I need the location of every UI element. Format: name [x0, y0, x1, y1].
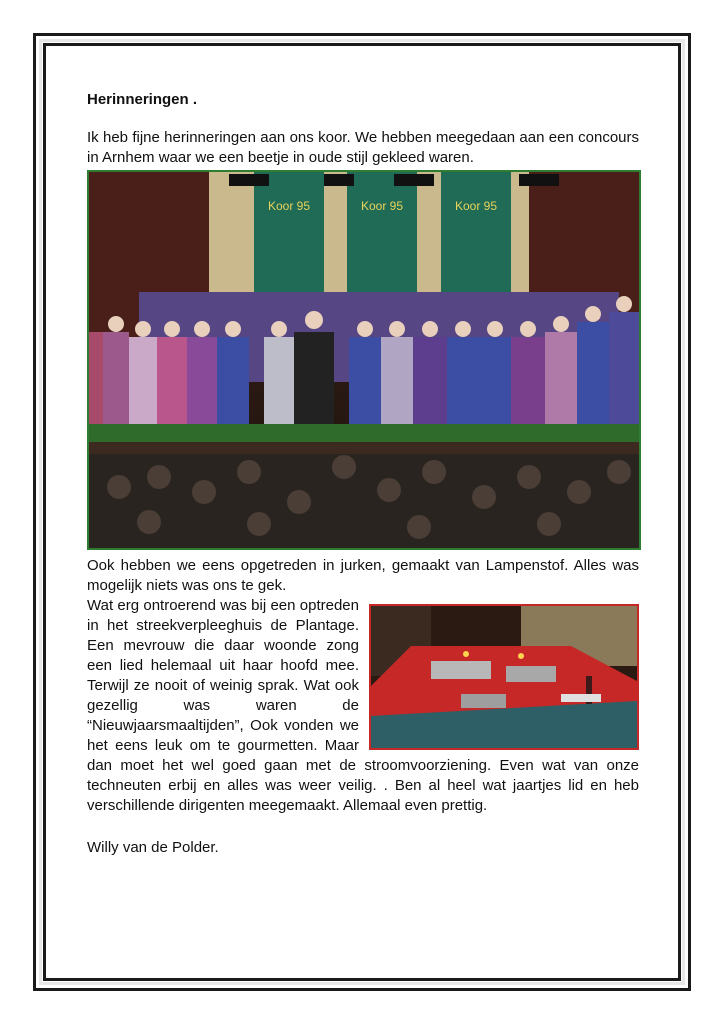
document-content — [87, 90, 639, 858]
banner-text-3: Koor 95 — [454, 199, 498, 213]
signature: Willy van de Polder. — [87, 839, 219, 856]
paragraph-lampenstof: Ook hebben we eens opgetreden in jurken, gemaakt van Lampenstof. Alles was mogelijk niets was ons te gek. — [87, 557, 639, 594]
paragraph-plantage: Wat erg ontroerend was bij een optreden in het streekverpleeghuis de Plantage. Een mevrouw die daar woonde zong een lied helemaal uit haar hoofd mee. Terwijl ze nooit of weinig sprak. Wat ook gezellig was waren de “Nieuwjaarsmaaltijden”, Ook vonden we het eens leuk om te gourmetten. Maar dan moet het wel goed gaan met de stroomvoorziening. Even wat van onze techneuten erbij en alles was weer veilig. . Ben al heel wat jaartjes lid en heb verschillende dirigenten meegemaakt. Allemaal even prettig. — [87, 597, 639, 814]
dinner-photo-graphic — [371, 606, 637, 748]
document-heading: Herinneringen . — [87, 91, 198, 108]
choir-photo-graphic — [89, 172, 639, 548]
intro-paragraph: Ik heb fijne herinneringen aan ons koor. We hebben meegedaan aan een concours in Arnhem waar we een beetje in oude stijl gekleed waren. — [87, 129, 639, 166]
choir-photo — [87, 170, 641, 550]
banner-text-2: Koor 95 — [360, 199, 404, 213]
dinner-photo — [369, 604, 639, 750]
banner-text-1: Koor 95 — [267, 199, 311, 213]
